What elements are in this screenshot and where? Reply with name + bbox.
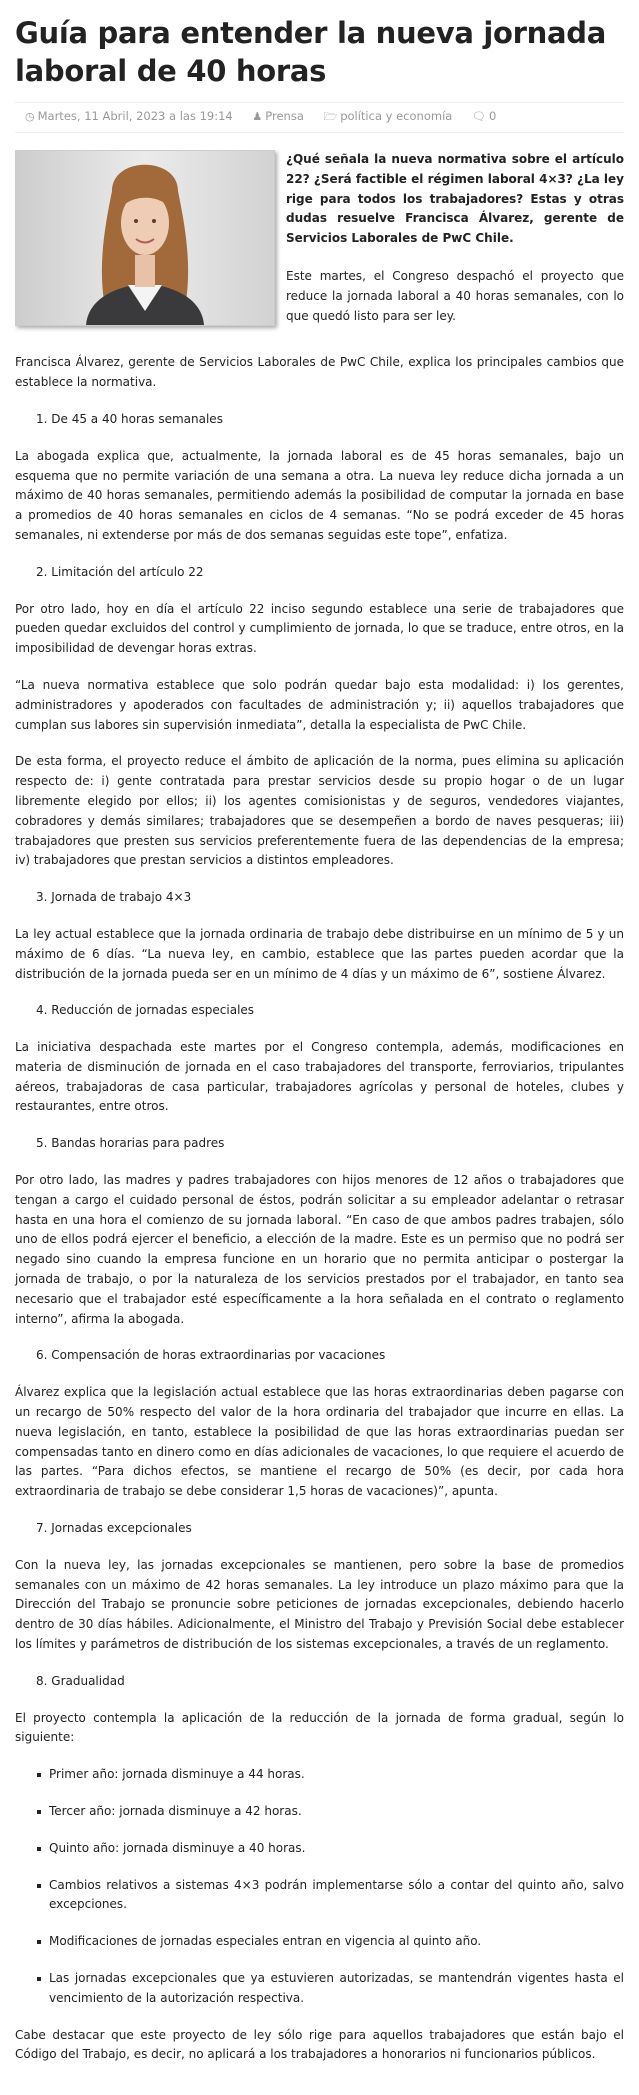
- paragraph: Por otro lado, las madres y padres trabajadores con hijos menores de 12 años o trabajadores que tengan a cargo el cuidado personal de éstos, podrán solicitar a su empleador adelantar o retrasar hasta en una hora el comienzo de su jornada laboral. “En caso de que ambos padres trabajen, sólo uno de ellos podrá ejercer el beneficio, a elección de la madre. Este es un permiso que no podrá ser negado sino cuando la empresa funcione en un horario que no permita anticipar o postergar la jornada de trabajo, o por la naturaleza de los servicios prestados por el trabajador, en tanto sea necesario que el trabajador esté específicamente a la hora señalada en el contrato o reglamento interno”, afirma la abogada.: [15, 1173, 624, 1326]
- list-item: Cambios relativos a sistemas 4×3 podrán implementarse sólo a contar del quinto año, salvo excepciones.: [49, 1876, 624, 1916]
- clock-icon: ◷: [25, 110, 35, 123]
- gradualidad-list: [15, 1765, 624, 2008]
- portrait-photo: [15, 150, 275, 326]
- section-heading: 6. Compensación de horas extraordinarias por vacaciones: [36, 1348, 386, 1363]
- paragraph: De esta forma, el proyecto reduce el ámbito de aplicación de la norma, pues elimina su aplicación respecto de: i) gente contratada para prestar servicios desde su propio hogar o de un lugar libremente elegido por ellos; ii) los agentes comisionistas y de seguros, vendedores viajantes, cobradores y demás similares; trabajadores que se desempeñen a bordo de naves pesqueras; iii) trabajadores que presten sus servicios preferentemente fuera de las dependencias de la empresa; iv) trabajadores que prestan servicios a distintos empleadores.: [15, 754, 624, 868]
- meta-comments[interactable]: [472, 109, 504, 123]
- section-heading: 7. Jornadas excepcionales: [36, 1521, 192, 1536]
- list-item: Modificaciones de jornadas especiales entran en vigencia al quinto año.: [49, 1932, 624, 1952]
- meta-category-text[interactable]: política y economía: [340, 109, 453, 123]
- paragraph: La iniciativa despachada este martes por el Congreso contempla, además, modificaciones en materia de disminución de jornada en el caso trabajadores del transporte, ferroviarios, tripulantes aéreos, trabajadoras de casa particular, trabajadores agrícolas y personal de hoteles, clubes y restaurantes, entre otros.: [15, 1040, 624, 1114]
- paragraph: Con la nueva ley, las jornadas excepcionales se mantienen, pero sobre la base de promedios semanales con un máximo de 42 horas semanales. La ley introduce un plazo máximo para que la Dirección del Trabajo se pronuncie sobre peticiones de jornadas excepcionales, debiendo hacerlo dentro de 30 días hábiles. Adicionalmente, el Ministro del Trabajo y Previsión Social debe establecer los límites y parámetros de distribución de los sistemas excepcionales, a través de un reglamento.: [15, 1557, 624, 1652]
- list-item: Tercer año: jornada disminuye a 42 horas.: [49, 1802, 624, 1822]
- comment-icon: 🗨: [471, 110, 486, 123]
- paragraph: “La nueva normativa establece que solo podrán quedar bajo esta modalidad: i) los gerentes, administradores y apoderados con facultades de administración y; ii) aquellos trabajadores que cumplan sus labores sin supervisión inmediata”, detalla la especialista de PwC Chile.: [15, 677, 624, 732]
- paragraph: Cabe destacar que este proyecto de ley sólo rige para aquellos trabajadores que están bajo el Código del Trabajo, es decir, no aplicará a los trabajadores a honorarios ni funcionarios públicos.: [15, 2027, 624, 2062]
- list-item: Primer año: jornada disminuye a 44 horas.: [49, 1765, 624, 1785]
- paragraph: El proyecto contempla la aplicación de la reducción de la jornada de forma gradual, según lo siguiente:: [15, 1710, 624, 1745]
- paragraph: Francisca Álvarez, gerente de Servicios Laborales de PwC Chile, explica los principales cambios que establece la normativa.: [15, 355, 624, 390]
- meta-comments-count[interactable]: 0: [488, 109, 497, 123]
- meta-date-text: Martes, 11 Abril, 2023 a las 19:14: [37, 109, 233, 123]
- article-meta: [15, 102, 624, 133]
- paragraph: La ley actual establece que la jornada ordinaria de trabajo debe distribuirse en un mínimo de 5 y un máximo de 6 días. “La nueva ley, en cambio, establece que las partes pueden acordar que la distribución de la jornada pueda ser en un mínimo de 4 días y un máximo de 6”, sostiene Álvarez.: [15, 926, 624, 981]
- meta-author[interactable]: [252, 109, 315, 123]
- list-item: Quinto año: jornada disminuye a 40 horas.: [49, 1839, 624, 1859]
- paragraph: Álvarez explica que la legislación actual establece que las horas extraordinarias deben pagarse con un recargo de 50% respecto del valor de la hora ordinaria del trabajador que incurre en ellas. La nueva legislación, en tanto, establece la posibilidad de que las horas extraordinarias puedan ser compensadas tanto en dinero como en días adicionales de vacaciones, lo que requiere el acuerdo de las partes. “Para dichos efectos, se mantiene el recargo de 50% (es decir, por cada hora extraordinaria de trabajo se debe considerar 1,5 horas de vacaciones)”, apunta.: [15, 1385, 624, 1499]
- article-title: Guía para entender la nueva jornada laboral de 40 horas: [15, 16, 607, 88]
- meta-category[interactable]: [324, 109, 464, 123]
- section-heading: 4. Reducción de jornadas especiales: [36, 1003, 255, 1018]
- folder-icon: 🗁: [323, 110, 338, 123]
- section-heading: 5. Bandas horarias para padres: [36, 1136, 225, 1151]
- user-icon: ♟: [252, 110, 263, 123]
- portrait-illustration: [16, 151, 274, 325]
- article-intro: [15, 150, 624, 343]
- section-heading: 8. Gradualidad: [36, 1673, 125, 1688]
- section-heading: 2. Limitación del artículo 22: [36, 564, 204, 579]
- paragraph: La abogada explica que, actualmente, la jornada laboral es de 45 horas semanales, bajo un esquema que no permite variación de una semana a otra. La nueva ley reduce dicha jornada a un máximo de 40 horas semanales, permitiendo además la posibilidad de computar la jornada en base a promedios de 40 horas semanales en ciclos de 4 semanas. “No se podrá exceder de 45 horas semanales, ni extenderse por más de dos semanas seguidas este tope”, enfatiza.: [15, 448, 624, 542]
- section-heading: 1. De 45 a 40 horas semanales: [36, 411, 223, 426]
- list-item: Las jornadas excepcionales que ya estuvieren autorizadas, se mantendrán vigentes hasta el vencimiento de la autorización respectiva.: [49, 1969, 624, 2009]
- meta-date: [25, 109, 244, 123]
- article-lead: ¿Qué señala la nueva normativa sobre el artículo 22? ¿Será factible el régimen laboral 4×3? ¿La ley rige para todos los trabajadores? Estas y otras dudas resuelve Francisca Álvarez, gerente de Servicios Laborales de PwC Chile.: [286, 152, 624, 246]
- section-heading: 3. Jornada de trabajo 4×3: [36, 890, 192, 905]
- intro-paragraph: Este martes, el Congreso despachó el proyecto que reduce la jornada laboral a 40 horas semanales, con lo que quedó listo para ser ley.: [286, 268, 624, 323]
- paragraph: Por otro lado, hoy en día el artículo 22 inciso segundo establece una serie de trabajadores que pueden quedar excluidos del control y cumplimiento de jornada, lo que se traduce, entre otros, en la imposibilidad de devengar horas extras.: [15, 601, 624, 656]
- meta-author-text[interactable]: Prensa: [265, 109, 304, 123]
